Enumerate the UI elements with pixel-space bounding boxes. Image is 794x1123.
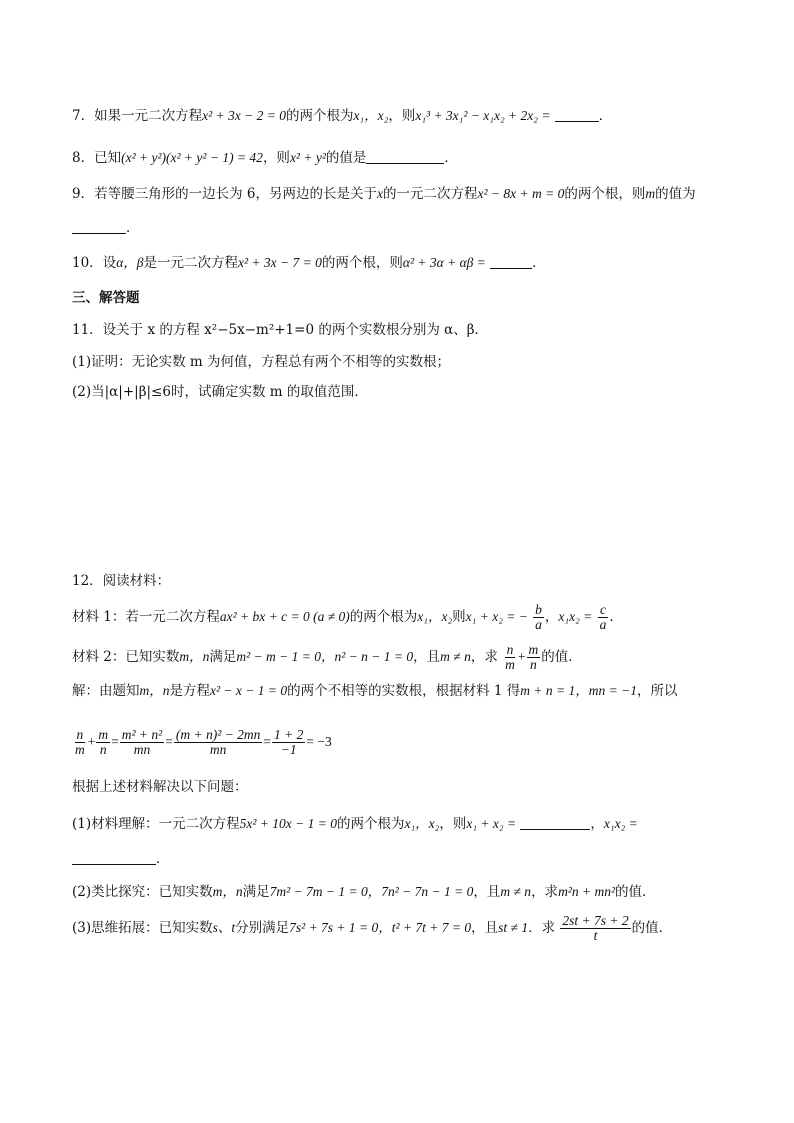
q11-line-3: (2)当|α|+|β|≤6时，试确定实数 m 的取值范围． [72, 384, 368, 400]
q12-intro: 12．阅读材料： [72, 573, 171, 589]
q12-calculation: $\frac{n}{m}$ + $\frac{m}{n}$ = $\frac{\text{m² + n²}}{mn}$ = $\frac{\text{(m + n)² − 2mn}}{mn}$ = $\frac{1 + 2}{-1}$ = −3 [75, 727, 332, 757]
calc-fraction [272, 728, 305, 757]
fraction-denominator: mn [133, 742, 151, 757]
fraction-numerator: m [98, 727, 109, 742]
calc-fraction [73, 728, 87, 757]
fraction-numerator: c [599, 602, 606, 617]
q8-text: ，则 [262, 150, 290, 166]
fraction-denominator: a [535, 617, 542, 632]
part-2-condition: m ≠ n [500, 884, 532, 899]
fraction-denominator: −1 [280, 742, 297, 757]
q12-part-2 [72, 883, 656, 901]
fraction-denominator: t [593, 928, 598, 943]
part-3-condition: st ≠ 1 [498, 920, 529, 935]
part-1-roots: x₁，x₂ [404, 816, 440, 831]
q10-text: 设 [102, 255, 117, 271]
q11-line-1: 11．设关于 x 的方程 x²−5x−m²+1=0 的两个实数根分别为 α、β． [72, 322, 489, 338]
material-1-roots: x₁，x₂ [417, 609, 453, 624]
answer-blank[interactable] [555, 107, 599, 122]
part-1-text: 的两个根为 [337, 816, 405, 832]
fraction-denominator: a [599, 617, 607, 632]
solution-text: ，所以 [637, 683, 678, 699]
question-9 [72, 185, 696, 203]
q12-solve-intro: 根据上述材料解决以下问题： [72, 779, 248, 795]
calc-fraction [174, 728, 263, 757]
part-1-text: ，则 [439, 816, 467, 832]
solution-text: 是方程 [169, 683, 210, 699]
part-2-equation: 7m² − 7m − 1 = 0，7n² − 7n − 1 = 0 [269, 884, 474, 899]
fraction-denominator: mn [209, 742, 227, 757]
material-2-label: 材料 2：已知实数 [72, 649, 180, 665]
part-3-vars: s、t [212, 920, 236, 935]
q9-text: 的值为 [655, 186, 696, 202]
q9-equation: x² − 8x + m = 0 [477, 186, 565, 201]
q12-part-3 [72, 910, 672, 946]
part-3-fraction [560, 914, 630, 943]
q9-variable: m [645, 186, 656, 201]
q8-text: 的值是 [325, 150, 367, 166]
answer-blank[interactable] [520, 815, 590, 830]
material-2-text: ，且 [413, 649, 441, 665]
q9-text: 的一元二次方程 [382, 186, 478, 202]
q7-equation: x² + 3x − 2 = 0 [202, 108, 286, 123]
part-3-equation: 7s² + 7s + 1 = 0，t² + 7t + 7 = 0 [289, 920, 472, 935]
q12-material-2: 材料 2：已知实数m，n满足m² − m − 1 = 0，n² − n − 1 = 0，且m ≠ n，求 $\frac{n}{m}$ + $\frac{m}{n}$ 的值． [72, 642, 582, 672]
fraction-numerator: n [506, 642, 514, 657]
part-2-text: (2)类比探究：已知实数 [72, 884, 213, 900]
q10-text: 的两个根，则 [321, 255, 403, 271]
answer-blank[interactable] [72, 850, 156, 865]
q12-part-1: (1)材料理解：一元二次方程5x² + 10x − 1 = 0的两个根为x₁，x₂，则x₁ + x₂ = ，x₁x₂ = [72, 816, 638, 832]
material-2-vars: m，n [179, 649, 210, 664]
part-3-text: 分别满足 [235, 920, 290, 936]
q9-end: ． [126, 220, 140, 236]
material-1-product: x₁x₂ = [558, 609, 593, 624]
calc-fraction [120, 728, 164, 757]
solution-result: m + n = 1，mn = −1 [520, 683, 637, 698]
part-3-text: ．求 [528, 920, 556, 936]
q10-expression: α² + 3α + αβ = [402, 255, 486, 270]
part-2-vars: m，n [212, 884, 243, 899]
q9-number: 9． [72, 186, 95, 202]
part-2-text: ，且 [473, 884, 501, 900]
fraction-c-over-a [598, 603, 609, 632]
q10-end: ． [532, 255, 546, 271]
section-title: 三、解答题 [72, 290, 140, 306]
fraction-m-over-n [527, 643, 541, 672]
fraction-b-over-a [533, 603, 544, 632]
question-7 [72, 107, 612, 125]
q7-roots: x₁，x₂ [353, 108, 389, 123]
q10-text: 是一元二次方程 [143, 255, 238, 271]
part-1-product: x₁x₂ = [603, 816, 638, 831]
part-1-end: ． [156, 851, 170, 867]
answer-blank[interactable] [366, 149, 444, 164]
part-2-text: ，求 [531, 884, 559, 900]
material-2-text: 满足 [209, 649, 237, 665]
q9-text: 的两个根，则 [564, 186, 646, 202]
material-1-text: 则 [452, 609, 466, 625]
solution-vars: m，n [139, 683, 170, 698]
q7-end: ． [598, 108, 613, 124]
part-1-sum: x₁ + x₂ = [466, 816, 517, 831]
part-2-expression: m²n + mn² [558, 884, 616, 899]
fraction-denominator: m [505, 657, 515, 672]
q12-solution [72, 682, 678, 700]
part-2-end: 的值． [615, 884, 656, 900]
solution-equation: x² − x − 1 = 0 [210, 683, 288, 698]
solution-text: 的两个不相等的实数根，根据材料 1 得 [287, 683, 521, 699]
material-1-text: 的两个根为 [349, 609, 418, 625]
fraction-n-over-m [503, 643, 517, 672]
part-1-equation: 5x² + 10x − 1 = 0 [239, 816, 337, 831]
part-3-end: 的值． [631, 920, 673, 936]
material-1-label: 材料 1：若一元二次方程 [72, 609, 220, 625]
question-9-cont [72, 219, 140, 237]
fraction-numerator: m² + n² [121, 727, 163, 742]
answer-blank[interactable] [490, 254, 532, 269]
answer-blank[interactable] [72, 219, 126, 234]
fraction-denominator: n [99, 742, 107, 757]
material-2-condition: m ≠ n [440, 649, 471, 664]
q7-expression: x₁³ + 3x₁² − x₁x₂ + 2x₂ = [415, 108, 551, 123]
q7-text: 如果一元二次方程 [94, 108, 203, 124]
q8-equation: (x² + y²)(x² + y² − 1) = 42 [121, 150, 263, 165]
fraction-numerator: (m + n)² − 2mn [175, 727, 261, 742]
q12-part-1-cont [72, 850, 170, 868]
q12-material-1: 材料 1：若一元二次方程ax² + bx + c = 0 (a ≠ 0)的两个根为x₁，x₂则x₁ + x₂ = − $\frac{b}{a}$ ，x₁x₂ = $\frac{c}{a}$ ． [72, 602, 623, 632]
q8-text: 已知 [94, 150, 122, 166]
fraction-numerator: n [76, 727, 84, 742]
question-8 [72, 149, 458, 167]
fraction-denominator: n [530, 657, 537, 672]
material-1-equation: ax² + bx + c = 0 (a ≠ 0) [219, 609, 350, 624]
part-2-text: 满足 [242, 884, 270, 900]
q7-text: ，则 [388, 108, 416, 124]
material-2-text: 的值． [541, 649, 582, 665]
material-2-equation: m² − m − 1 = 0，n² − n − 1 = 0 [236, 649, 414, 664]
material-1-sum: x₁ + x₂ = − [465, 609, 528, 624]
q7-number: 7． [72, 108, 95, 124]
q7-text: 的两个根为 [285, 108, 354, 124]
q10-equation: x² + 3x − 7 = 0 [238, 255, 322, 270]
part-3-text: (3)思维拓展：已知实数 [72, 920, 213, 936]
q8-end: ． [444, 150, 458, 166]
q11-line-2: (1)证明：无论实数 m 为何值，方程总有两个不相等的实数根； [72, 354, 451, 370]
q8-number: 8． [72, 150, 95, 166]
question-10 [72, 254, 546, 272]
fraction-numerator: 1 + 2 [273, 727, 304, 742]
q9-text: 若等腰三角形的一边长为 6，另两边的长是关于 [94, 186, 377, 202]
q8-expression: x² + y² [289, 150, 326, 165]
part-3-text: ，且 [471, 920, 499, 936]
material-2-text: ，求 [470, 649, 498, 665]
solution-text: 解：由题知 [72, 683, 140, 699]
q10-number: 10． [72, 255, 103, 271]
fraction-numerator: m [528, 642, 539, 657]
q9-variable: x [376, 186, 383, 201]
fraction-numerator: b [535, 602, 542, 617]
calc-result: = −3 [306, 734, 332, 749]
part-1-text: (1)材料理解：一元二次方程 [72, 816, 240, 832]
fraction-numerator: 2st + 7s + 2 [562, 913, 629, 928]
calc-fraction [96, 728, 110, 757]
q10-variables: α，β [116, 255, 144, 270]
fraction-denominator: m [75, 742, 85, 757]
